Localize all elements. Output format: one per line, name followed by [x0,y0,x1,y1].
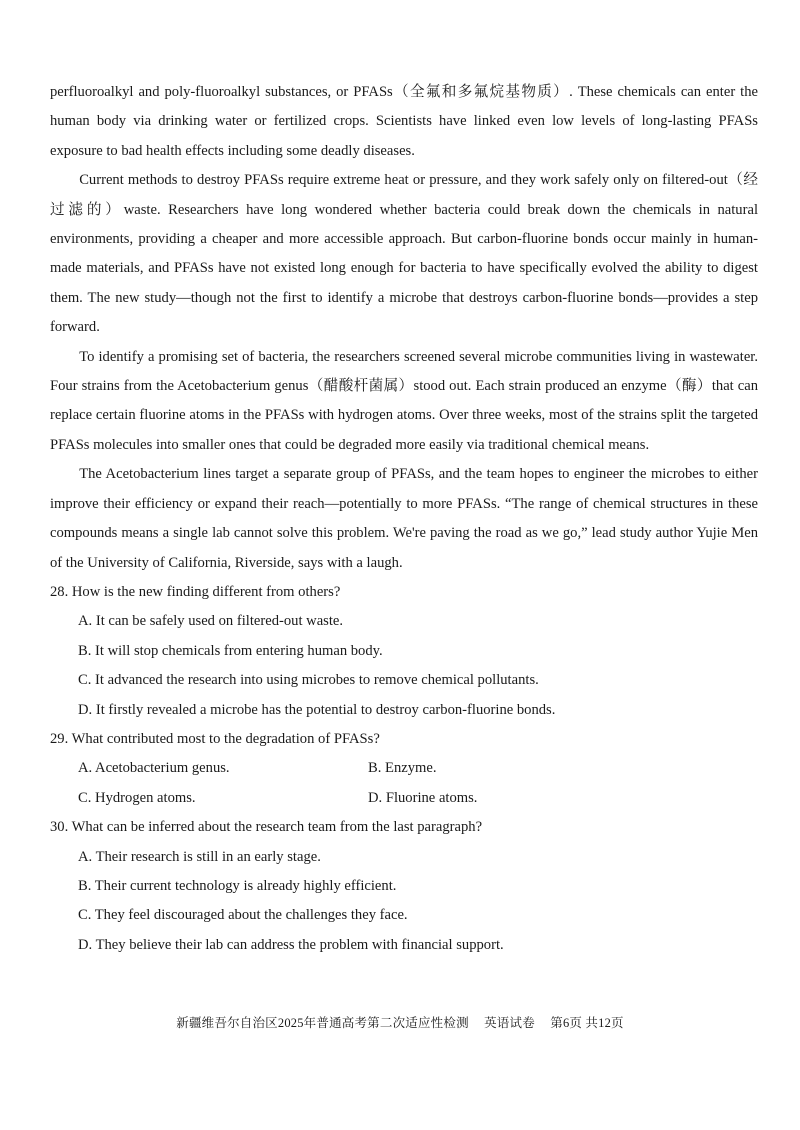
question-29-options [50,754,758,813]
question-30-stem: 30. What can be inferred about the research team from the last paragraph? [50,819,483,836]
question-28-options [50,607,758,725]
question-28-option-d: D. It firstly revealed a microbe has the potential to destroy carbon-fluorine bonds. [78,701,556,718]
question-30-option-d: D. They believe their lab can address the problem with financial support. [78,936,504,953]
question-28-option-c: C. It advanced the research into using microbes to remove chemical pollutants. [78,672,539,689]
page-number: 第6页 共12页 [550,1016,624,1030]
question-28-option-b: B. It will stop chemicals from entering human body. [78,642,383,659]
question-28-stem: 28. How is the new finding different from others? [50,583,341,600]
question-29-option-c: C. Hydrogen atoms. [78,789,196,806]
question-30-options [50,843,758,961]
question-30-option-b: B. Their current technology is already highly efficient. [78,877,397,894]
question-30-option-c: C. They feel discouraged about the challenges they face. [78,907,408,924]
passage-paragraph-3: To identify a promising set of bacteria, the researchers screened several microbe communities living in wastewater. Four strains from the Acetobacterium genus（醋酸杆菌属）stood out. Each strain produced an enzyme（酶）that can replace certain fluorine atoms in the PFASs with hydrogen atoms. Over three weeks, most of the strains split the targeted PFASs molecules into smaller ones that could be degraded more easily via traditional chemical means. [50,348,758,453]
question-29-option-b: B. Enzyme. [368,760,437,777]
question-30 [50,813,758,960]
question-29-option-d: D. Fluorine atoms. [368,789,478,806]
question-28 [50,578,758,725]
question-29-stem: 29. What contributed most to the degradation of PFASs? [50,730,380,747]
exam-title: 新疆维吾尔自治区2025年普通高考第二次适应性检测 [176,1016,469,1030]
question-29-option-a: A. Acetobacterium genus. [78,760,230,777]
question-28-option-a: A. It can be safely used on filtered-out waste. [78,613,344,630]
passage-paragraph-4: The Acetobacterium lines target a separate group of PFASs, and the team hopes to engineer the microbes to either improve their efficiency or expand their reach—potentially to more PFASs. “The range of chemical structures in these compounds means a single lab cannot solve this problem. We're paving the road as we go,” lead study author Yujie Men of the University of California, Riverside, says with a laugh. [50,466,758,571]
subject-label: 英语试卷 [484,1016,535,1030]
reading-passage [50,78,758,578]
page-footer [0,1013,800,1031]
passage-paragraph-2: Current methods to destroy PFASs require extreme heat or pressure, and they work safely only on filtered-out（经过滤的）waste. Researchers have long wondered whether bacteria could break down the chemicals in natural environments, providing a cheaper and more accessible approach. But carbon-fluorine bonds occur mainly in human-made materials, and PFASs have not existed long enough for bacteria to have specifically evolved the ability to digest them. The new study—though not the first to identify a microbe that destroys carbon-fluorine bonds—provides a step forward. [50,172,758,336]
question-30-option-a: A. Their research is still in an early stage. [78,848,321,865]
passage-paragraph-1: perfluoroalkyl and poly-fluoroalkyl substances, or PFASs（全氟和多氟烷基物质）. These chemicals can enter the human body via drinking water or fertilized crops. Scientists have linked even low levels of long-lasting PFASs exposure to bad health effects including some deadly diseases. [50,84,758,159]
page-content [50,78,758,960]
question-29 [50,725,758,813]
